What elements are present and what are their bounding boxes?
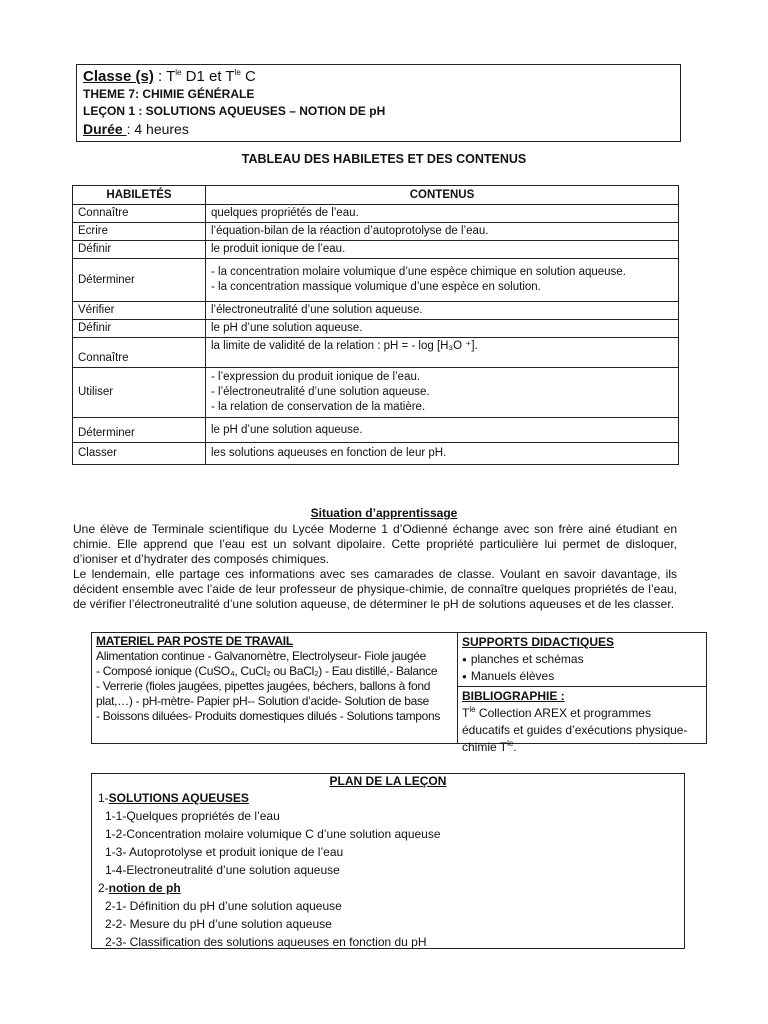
contenu-cell (206, 368, 679, 418)
skills-table-row (73, 205, 679, 223)
supports-header: SUPPORTS DIDACTIQUES (462, 635, 615, 649)
skills-table-row (73, 418, 679, 443)
plan-section-1 (98, 789, 678, 807)
skills-table-row (73, 443, 679, 465)
situation-title: Situation d’apprentissage (310, 506, 458, 520)
classe-value-3: C (240, 68, 256, 85)
classe-line (83, 67, 674, 86)
bibliographie-text (462, 705, 702, 756)
classe-value-2: D1 et T (181, 68, 235, 85)
contenu-line: l’électroneutralité d’une solution aqueuse. (211, 304, 423, 316)
plan-section-2-number: 2- (98, 881, 109, 895)
duree-label: Durée (83, 121, 127, 137)
skills-table-row (73, 302, 679, 320)
biblio-part-3: . (513, 740, 517, 754)
plan-section-2-title: notion de ph (108, 881, 181, 895)
situation-paragraph-1: Une élève de Terminale scientifique du Lycée Moderne 1 d’Odienné échange avec son frère ainé étudiant en chimie. Elle apprend que l’eau est un solvant dipolaire. Cette propriété particulière lui permet de disloquer, d’ioniser et d’hydrater des composés chimiques. (73, 522, 677, 566)
contenu-cell (206, 418, 679, 443)
situation-paragraph-2: Le lendemain, elle partage ces informations avec ses camarades de classe. Voulant en savoir davantage, ils décident ensemble avec l’aide de leur professeur de physique-chimie, de connaître quelques propriétés de l’eau, de vérifier l’électroneutralité d’une solution aqueuse, de déterminer le pH de solutions aqueuses et de les classer. (73, 567, 677, 611)
classe-separator: : (153, 68, 167, 85)
lesson-title: LEÇON 1 : SOLUTIONS AQUEUSES – NOTION DE pH (83, 104, 386, 118)
plan-section-2 (98, 879, 678, 897)
habilete-cell: Connaître (73, 338, 206, 368)
skills-table-row (73, 368, 679, 418)
duree-value: : 4 heures (126, 121, 189, 137)
skills-table-row (73, 338, 679, 368)
plan-item: 2-3- Classification des solutions aqueuses en fonction du pH (105, 935, 427, 949)
plan-section-1-title: SOLUTIONS AQUEUSES (108, 791, 249, 805)
contenu-cell (206, 241, 679, 259)
contenu-line: les solutions aqueuses en fonction de leur pH. (211, 447, 447, 459)
contenu-line: - l’électroneutralité d’une solution aqueuse. (211, 386, 430, 398)
materiel-cell (92, 633, 458, 743)
supports-column (458, 633, 706, 754)
habilete-cell: Vérifier (73, 302, 206, 320)
lesson-plan-box (91, 773, 685, 949)
contenu-line: - l’expression du produit ionique de l’eau. (211, 371, 421, 383)
plan-item: 1-4-Electroneutralité d’une solution aqueuse (105, 863, 340, 877)
biblio-part-2: Collection AREX et programmes éducatifs et guides d’exécutions physique-chimie T (462, 706, 688, 754)
contenu-cell (206, 223, 679, 241)
situation-text (73, 522, 677, 612)
classe-label: Classe (s) (83, 68, 154, 85)
habilete-cell: Connaître (73, 205, 206, 223)
contenu-line: le produit ionique de l’eau. (211, 243, 346, 255)
materiel-line: - Composé ionique (CuSO₄, CuCl₂ ou BaCl₂) - Eau distillé,- Balance (96, 664, 438, 678)
habilete-cell: Utiliser (73, 368, 206, 418)
skills-table-row (73, 241, 679, 259)
materiel-line: - Verrerie (fioles jaugées, pipettes jaugées, béchers, ballons à fond plat,…) - pH-mètre- Papier pH-- Solution d’acide- Solution de base (96, 679, 431, 708)
col-contenus-header: CONTENUS (206, 186, 679, 205)
plan-item: 1-1-Quelques propriétés de l’eau (105, 809, 280, 823)
contenu-cell (206, 320, 679, 338)
skills-table-row (73, 259, 679, 302)
plan-item: 1-3- Autoprotolyse et produit ionique de l’eau (105, 845, 344, 859)
biblio-sup-1: le (469, 705, 476, 714)
bibliographie-cell (458, 687, 706, 757)
contenu-line: le pH d’une solution aqueuse. (211, 423, 363, 436)
duree-line (83, 120, 674, 139)
contenu-line: quelques propriétés de l’eau. (211, 207, 359, 219)
habilete-cell: Définir (73, 241, 206, 259)
plan-item: 2-2- Mesure du pH d’une solution aqueuse (105, 917, 332, 931)
habilete-cell: Ecrire (73, 223, 206, 241)
materiel-header: MATERIEL PAR POSTE DE TRAVAIL (96, 634, 293, 648)
contenu-line: - la relation de conservation de la matière. (211, 401, 426, 413)
habilete-cell: Déterminer (73, 418, 206, 443)
contenu-cell (206, 338, 679, 368)
bibliographie-header: BIBLIOGRAPHIE : (462, 689, 565, 703)
plan-section-1-number: 1- (98, 791, 109, 805)
col-habiletes-header: HABILETÉS (73, 186, 206, 205)
materials-box (91, 632, 707, 754)
contenu-line: la limite de validité de la relation : pH = - log [H₃O ⁺]. (211, 340, 478, 352)
classe-sup-2: le (234, 68, 241, 77)
theme-title: THEME 7: CHIMIE GÉNÉRALE (83, 87, 255, 101)
contenu-line: - la concentration massique volumique d’une espèce en solution. (211, 281, 541, 293)
supports-cell (458, 633, 706, 687)
plan-title: PLAN DE LA LEÇON (329, 774, 447, 788)
skills-table-header-row (73, 186, 679, 205)
contenu-line: l’équation-bilan de la réaction d’autoprotolyse de l’eau. (211, 225, 489, 237)
habilete-cell: Définir (73, 320, 206, 338)
contenu-cell (206, 443, 679, 465)
classe-sup-1: le (175, 68, 182, 77)
contenu-line: - la concentration molaire volumique d’une espèce chimique en solution aqueuse. (211, 266, 626, 278)
habilete-cell: Déterminer (73, 259, 206, 302)
skills-table-title: TABLEAU DES HABILETES ET DES CONTENUS (241, 152, 527, 166)
contenu-line: le pH d’une solution aqueuse. (211, 322, 363, 334)
contenu-cell (206, 205, 679, 223)
plan-item: 1-2-Concentration molaire volumique C d’une solution aqueuse (105, 827, 441, 841)
contenu-cell (206, 259, 679, 302)
supports-item: ● Manuels élèves (462, 668, 702, 685)
skills-table-row (73, 223, 679, 241)
materiel-line: - Boissons diluées- Produits domestiques dilués - Solutions tampons (96, 709, 441, 723)
biblio-sup-2: le (507, 739, 514, 748)
skills-table (72, 185, 679, 465)
materiel-line: Alimentation continue - Galvanomètre, Electrolyseur- Fiole jaugée (96, 649, 427, 663)
contenu-cell (206, 302, 679, 320)
plan-item: 2-1- Définition du pH d’une solution aqueuse (105, 899, 342, 913)
lesson-header-box (76, 64, 681, 142)
biblio-part-1: T (462, 706, 470, 720)
supports-item: ● planches et schémas (462, 651, 702, 668)
habilete-cell: Classer (73, 443, 206, 465)
classe-value-1: T (166, 68, 176, 85)
skills-table-row (73, 320, 679, 338)
